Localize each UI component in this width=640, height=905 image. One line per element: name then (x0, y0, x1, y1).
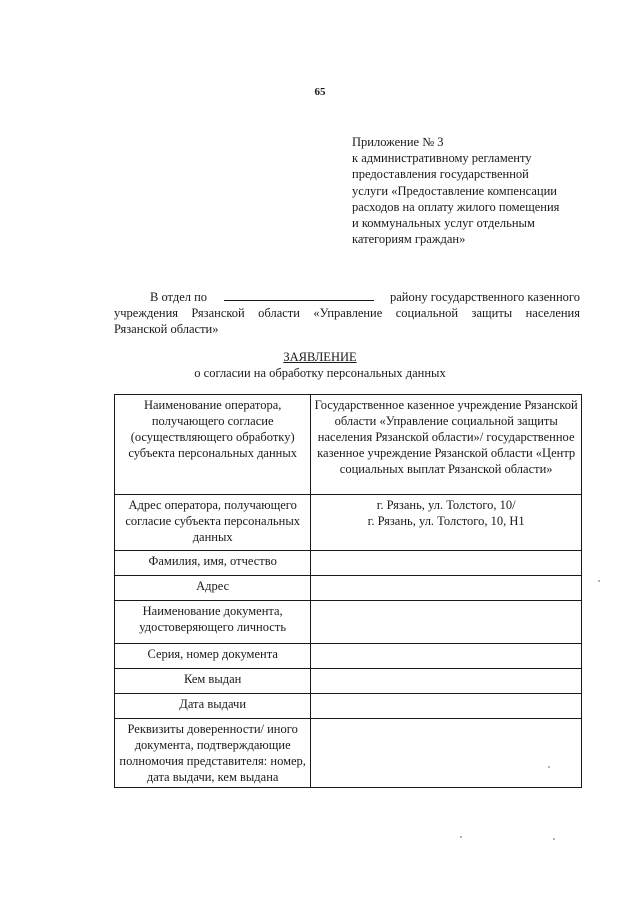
scan-speck (598, 580, 600, 582)
scan-speck (553, 838, 555, 840)
table-row (115, 551, 582, 576)
row-label: Реквизиты доверенности/ иного документа, подтверждающие полномочия представителя: номер, дата выдачи, кем выдана (115, 719, 311, 788)
table-row (115, 495, 582, 551)
table-row (115, 576, 582, 601)
appendix-line: к административному регламенту (352, 151, 532, 166)
row-label: Адрес оператора, получающего согласие субъекта персональных данных (115, 495, 311, 551)
row-value: Государственное казенное учреждение Рязанской области «Управление социальной защиты населения Рязанской области»/ государственное казенное учреждение Рязанской области «Центр социальных выплат Рязанской области» (311, 395, 582, 495)
scan-speck (460, 836, 462, 838)
title-main: ЗАЯВЛЕНИЕ (283, 350, 357, 364)
title-sub: о согласии на обработку персональных данных (194, 366, 446, 380)
document-number-field[interactable] (311, 644, 582, 669)
appendix-line: и коммунальных услуг отдельным (352, 216, 535, 231)
address-field[interactable] (311, 576, 582, 601)
operator-address-line: г. Рязань, ул. Толстого, 10, Н1 (367, 514, 525, 528)
row-label: Фамилия, имя, отчество (115, 551, 311, 576)
full-name-field[interactable] (311, 551, 582, 576)
row-label: Кем выдан (115, 669, 311, 694)
row-label: Адрес (115, 576, 311, 601)
appendix-line: категориям граждан» (352, 232, 466, 247)
district-blank-field[interactable] (224, 289, 374, 301)
addressee-line-3: Рязанской области» (114, 322, 219, 337)
appendix-heading (352, 134, 592, 247)
row-label: Дата выдачи (115, 694, 311, 719)
table-row (115, 644, 582, 669)
table-row (115, 669, 582, 694)
page-number: 65 (314, 86, 326, 98)
appendix-line: услуги «Предоставление компенсации (352, 183, 557, 198)
document-title (0, 349, 640, 381)
issued-by-field[interactable] (311, 669, 582, 694)
addressee-block (114, 289, 580, 338)
operator-address-line: г. Рязань, ул. Толстого, 10/ (376, 498, 516, 512)
addressee-line-1 (114, 289, 580, 305)
addressee-line-2-text: учреждения Рязанской области «Управление социальной защиты населения (114, 306, 580, 321)
addressee-suffix: району государственного казенного (389, 290, 580, 304)
row-label: Наименование оператора, получающего согласие (осуществляющего обработку) субъекта персональных данных (115, 395, 311, 495)
appendix-line: предоставления государственной (352, 167, 529, 182)
row-value (311, 495, 582, 551)
addressee-line-2 (114, 305, 580, 321)
proxy-details-field[interactable] (311, 719, 582, 788)
issue-date-field[interactable] (311, 694, 582, 719)
row-label: Серия, номер документа (115, 644, 311, 669)
appendix-line: Приложение № 3 (352, 135, 444, 149)
scan-speck (548, 766, 550, 768)
appendix-line: расходов на оплату жилого помещения (352, 199, 560, 214)
consent-form-table (114, 394, 582, 788)
table-row (115, 694, 582, 719)
table-row (115, 719, 582, 788)
table-row (115, 601, 582, 644)
table-row (115, 395, 582, 495)
addressee-prefix: В отдел по (150, 290, 208, 304)
row-label: Наименование документа, удостоверяющего личность (115, 601, 311, 644)
id-document-name-field[interactable] (311, 601, 582, 644)
